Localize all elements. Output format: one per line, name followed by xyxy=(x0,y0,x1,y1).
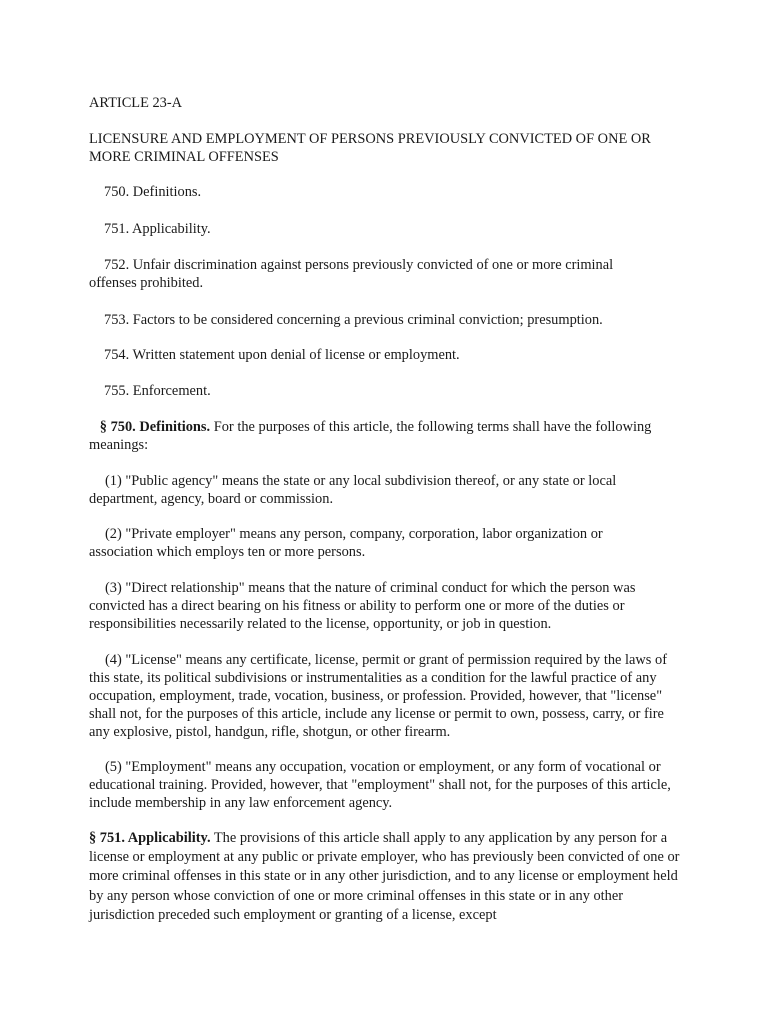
toc-item-755: 755. Enforcement. xyxy=(104,383,211,399)
section-751-heading: § 751. Applicability. xyxy=(89,830,211,846)
section-750-intro xyxy=(89,418,685,454)
definition-private-employer: (2) "Private employer" means any person, company, corporation, labor organization or association which employs ten or more persons. xyxy=(89,526,603,560)
toc-item-752: 752. Unfair discrimination against persons previously convicted of one or more criminal offenses prohibited. xyxy=(89,257,614,291)
section-750-intro-text: For the purposes of this article, the following terms shall have the following meanings: xyxy=(89,419,652,453)
article-number: ARTICLE 23-A xyxy=(89,95,183,111)
toc-item-753: 753. Factors to be considered concerning a previous criminal conviction; presumption. xyxy=(104,312,603,328)
section-750-heading: § 750. Definitions. xyxy=(99,419,211,435)
definition-public-agency: (1) "Public agency" means the state or any local subdivision thereof, or any state or local department, agency, board or commission. xyxy=(89,473,617,507)
toc-item-754: 754. Written statement upon denial of license or employment. xyxy=(104,347,460,363)
toc-item-751: 751. Applicability. xyxy=(104,221,211,237)
definition-license: (4) "License" means any certificate, license, permit or grant of permission required by the laws of this state, its political subdivisions or instrumentalities as a condition for the lawful practice of any occupation, employment, trade, vocation, business, or profession. Provided, however, that "license" shall not, for the purposes of this article, include any license or permit to own, possess, carry, or fire any explosive, pistol, handgun, rifle, shotgun, or other firearm. xyxy=(89,652,667,740)
article-title: LICENSURE AND EMPLOYMENT OF PERSONS PREVIOUSLY CONVICTED OF ONE OR MORE CRIMINAL OFFENSES xyxy=(89,131,651,165)
definition-employment: (5) "Employment" means any occupation, vocation or employment, or any form of vocational or educational training. Provided, however, that "employment" shall not, for the purposes of this article, include membership in any law enforcement agency. xyxy=(89,759,671,811)
section-751 xyxy=(89,829,683,925)
definition-direct-relationship: (3) "Direct relationship" means that the nature of criminal conduct for which the person was convicted has a direct bearing on his fitness or ability to perform one or more of the duties or responsibilities necessarily related to the license, opportunity, or job in question. xyxy=(89,580,636,632)
toc-item-750: 750. Definitions. xyxy=(104,184,202,200)
section-751-text: The provisions of this article shall apply to any application by any person for a license or employment at any public or private employer, who has previously been convicted of one or more criminal offenses in this state or in any other jurisdiction, and to any license or employment held by any person whose conviction of one or more criminal offenses in this state or in any other jurisdiction preceded such employment or granting of a license, except xyxy=(89,830,680,923)
